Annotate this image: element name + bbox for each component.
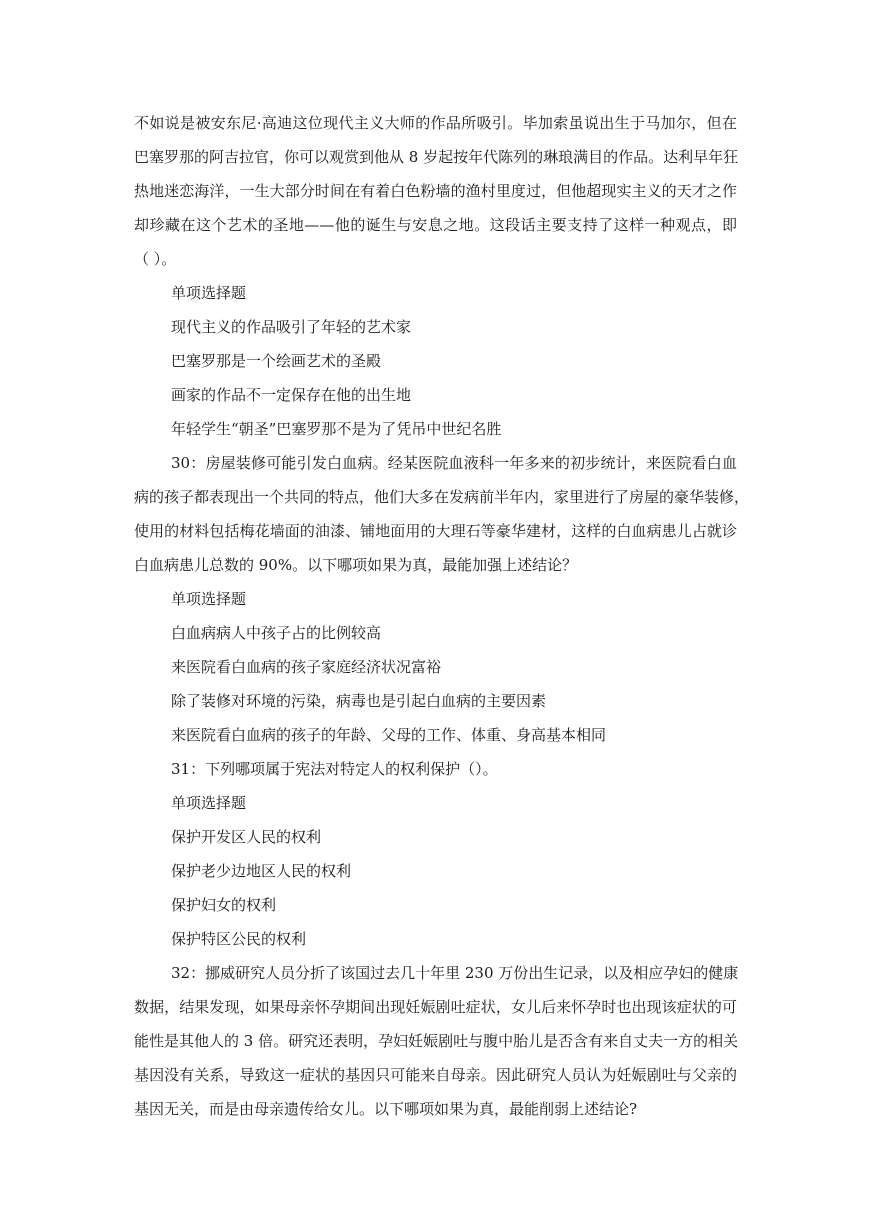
q32-text-line-3: 能性是其他人的 3 倍。研究还表明，孕妇妊娠剧吐与腹中胎儿是否含有来自丈夫一方的相关 xyxy=(134,1032,739,1050)
q31-text-line-1: 31：下列哪项属于宪法对特定人的权利保护（）。 xyxy=(171,760,498,778)
q30-text-line-4: 白血病患儿总数的 90%。以下哪项如果为真，最能加强上述结论？ xyxy=(134,556,578,574)
q29-text-line-1: 不如说是被安东尼·高迪这位现代主义大师的作品所吸引。毕加索虽说出生于马加尔，但在 xyxy=(134,114,737,132)
q31-option-c: 保护妇女的权利 xyxy=(171,896,277,914)
q31-option-d: 保护特区公民的权利 xyxy=(171,930,307,948)
q29-text-line-5: （ ）。 xyxy=(134,250,177,268)
q31-option-b: 保护老少边地区人民的权利 xyxy=(171,862,352,880)
q29-option-b: 巴塞罗那是一个绘画艺术的圣殿 xyxy=(171,352,382,370)
q30-text-line-3: 使用的材料包括梅花墙面的油漆、铺地面用的大理石等豪华建材，这样的白血病患儿占就诊 xyxy=(134,522,737,540)
q32-text-line-4: 基因没有关系，导致这一症状的基因只可能来自母亲。因此研究人员认为妊娠剧吐与父亲的 xyxy=(134,1066,737,1084)
q30-option-d: 来医院看白血病的孩子的年龄、父母的工作、体重、身高基本相同 xyxy=(171,726,607,744)
q30-text-line-2: 病的孩子都表现出一个共同的特点，他们大多在发病前半年内，家里进行了房屋的豪华装修， xyxy=(134,488,750,506)
q32-text-line-1: 32：挪威研究人员分折了该国过去几十年里 230 万份出生记录，以及相应孕妇的健康 xyxy=(171,964,739,982)
q29-option-a: 现代主义的作品吸引了年轻的艺术家 xyxy=(171,318,412,336)
q32-text-line-5: 基因无关，而是由母亲遗传给女儿。以下哪项如果为真，最能削弱上述结论? xyxy=(134,1100,638,1118)
q29-option-d: 年轻学生“朝圣”巴塞罗那不是为了凭吊中世纪名胜 xyxy=(171,420,502,438)
q32-text-line-2: 数据，结果发现，如果母亲怀孕期间出现妊娠剧吐症状，女儿后来怀孕时也出现该症状的可 xyxy=(134,998,737,1016)
q29-text-line-2: 巴塞罗那的阿吉拉官，你可以观赏到他从 8 岁起按年代陈列的琳琅满目的作品。达利早年狂 xyxy=(134,148,739,166)
q30-question-type: 单项选择题 xyxy=(171,590,247,608)
q30-text-line-1: 30：房屋装修可能引发白血病。经某医院血液科一年多来的初步统计，来医院看白血 xyxy=(171,454,737,472)
q29-option-c: 画家的作品不一定保存在他的出生地 xyxy=(171,386,412,404)
q29-text-line-3: 热地迷恋海洋，一生大部分时间在有着白色粉墙的渔村里度过，但他超现实主义的天才之作 xyxy=(134,182,737,200)
q31-option-a: 保护开发区人民的权利 xyxy=(171,828,322,846)
q30-option-b: 来医院看白血病的孩子家庭经济状况富裕 xyxy=(171,658,442,676)
q29-text-line-4: 却珍藏在这个艺术的圣地——他的诞生与安息之地。这段话主要支持了这样一种观点，即 xyxy=(134,216,737,234)
q30-option-c: 除了装修对环境的污染，病毒也是引起白血病的主要因素 xyxy=(171,692,547,710)
q30-option-a: 白血病病人中孩子占的比例较高 xyxy=(171,624,382,642)
q31-question-type: 单项选择题 xyxy=(171,794,247,812)
q29-question-type: 单项选择题 xyxy=(171,284,247,302)
